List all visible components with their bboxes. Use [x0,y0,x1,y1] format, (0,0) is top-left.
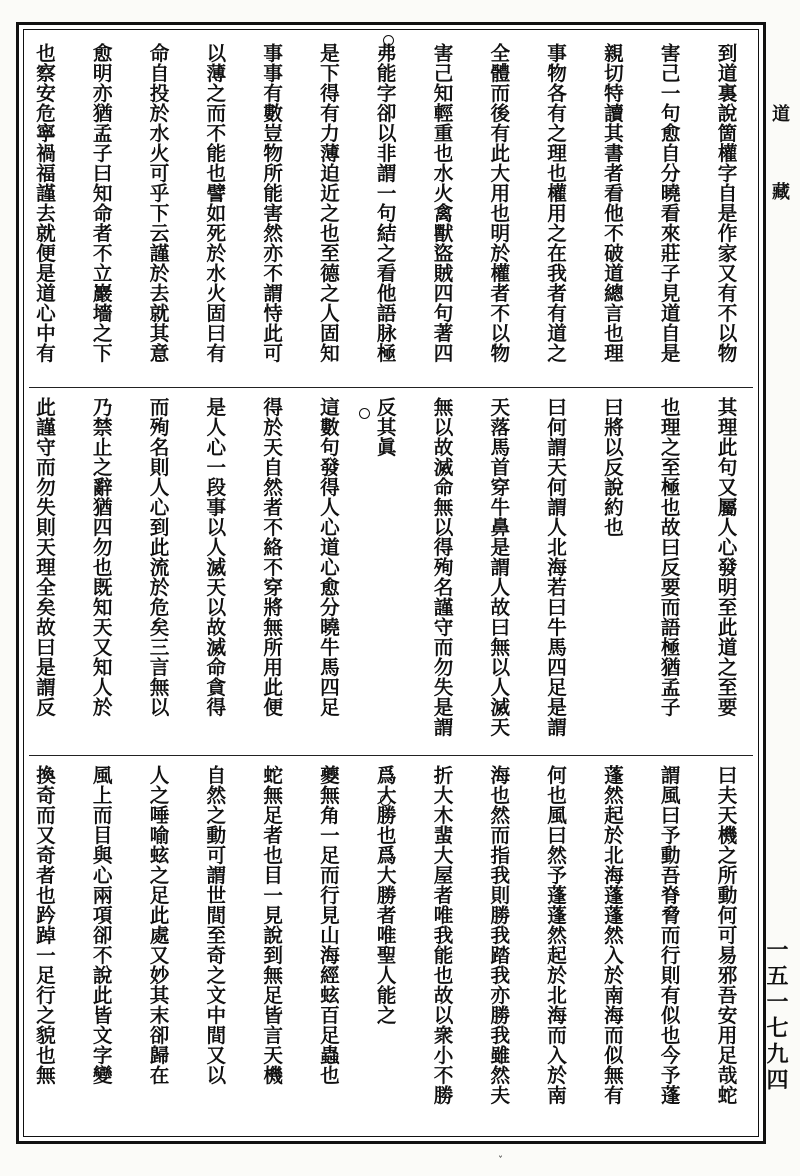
text-column: 風上而目與心兩項卻不說此皆文字變 [89,765,113,1085]
text-column: 是人心一段事以人滅天以故滅命貪得 [202,397,226,717]
paragraph-circle-3 [380,795,391,806]
text-column [0,397,15,755]
register-middle [29,397,753,756]
text-column: 這數句發得人心道心愈分曉牛馬四足 [316,397,340,717]
text-column: 曰將以反說約也 [600,397,624,537]
paragraph-circle-1 [383,35,394,46]
text-column: 人之唾喻蚿之足此處又妙其末卻歸在 [146,765,170,1085]
text-column: 蓬然起於北海蓬蓬然入於南海而似無有 [600,765,624,1105]
text-column: 海也然而指我則勝我踏我亦勝我雖然夫 [486,765,510,1105]
text-column: 其理此句又屬人心發明至此道之至要 [714,397,737,717]
page-frame [16,22,766,1144]
columns-bottom [29,765,753,1130]
text-column: 也理之至極也故曰反要而語極猶孟子 [657,397,681,717]
register-bottom [29,765,753,1130]
text-column: 夔無角一足而行見山海經蚿百足蟲也 [316,765,340,1085]
text-column: 害己知輕重也水火禽獸盜賊四句著四 [430,43,454,363]
register-top [29,43,753,388]
text-column: 換奇而又奇者也趻踔一足行之貌也無 [32,765,56,1085]
text-column: 無以故滅命無以得殉名謹守而勿失是謂 [430,397,454,737]
text-column [0,43,15,387]
text-column: 也察安危寧禍福謹去就便是道心中有 [32,43,56,363]
paragraph-circle-2 [359,408,370,419]
text-column: 爲大勝也爲大勝者唯聖人能之 [373,765,397,1025]
columns-top [29,43,753,387]
text-column: 自然之動可謂世間至奇之文中間又以 [202,765,226,1085]
text-column: 謂風曰予動吾脊脅而行則有似也今予蓬 [657,765,681,1105]
text-column: 到道裏說箇權字自是作家又有不以物 [714,43,737,363]
text-column: 天落馬首穿牛鼻是謂人故曰無以人滅天 [486,397,510,737]
text-column: 事物各有之理也權用之在我者有道之 [543,43,567,363]
text-column: 曰夫天機之所動何可易邪吾安用足哉蛇 [714,765,737,1105]
text-column: 折大木蜚大屋者唯我能也故以衆小不勝 [430,765,454,1105]
text-column: 得於天自然者不絡不穿將無所用此便 [259,397,283,717]
text-column: 弗能字卻以非謂一句結之看他語脉極 [373,43,397,363]
text-column: 乃禁止之辭猶四勿也既知天又知人於 [89,397,113,717]
margin-page-number: 一五一七九四 [763,938,789,1094]
text-column: 命自投於水火可乎下云謹於去就其意 [146,43,170,363]
margin-title: 道藏 [769,104,790,260]
text-column: 愈明亦猶孟子曰知命者不立巖墻之下 [89,43,113,363]
text-column [0,765,15,1130]
text-column: 何也風曰然予蓬蓬然起於北海而入於南 [543,765,567,1105]
text-column: 全體而後有此大用也明於權者不以物 [486,43,510,363]
text-column: 親切特讀其書者看他不破道總言也理 [600,43,624,363]
columns-middle [29,397,753,755]
text-column: 害己一句愈自分曉看來莊子見道自是 [657,43,681,363]
text-column: 事事有數豈物所能害然亦不謂恃此可 [259,43,283,363]
text-column: 蛇無足者也目一見說到無足皆言天機 [259,765,283,1085]
text-column: 以薄之而不能也譬如死於水火固曰有 [202,43,226,363]
text-column: 而殉名則人心到此流於危矣三言無以 [146,397,170,717]
foot-mark: ˇ [498,1156,503,1167]
text-column: 此謹守而勿失則天理全矣故曰是謂反 [32,397,56,717]
text-column: 曰何謂天何謂人北海若曰牛馬四足是謂 [543,397,567,737]
text-column: 反其眞 [373,397,397,457]
text-column: 是下得有力薄迫近之也至德之人固知 [316,43,340,363]
